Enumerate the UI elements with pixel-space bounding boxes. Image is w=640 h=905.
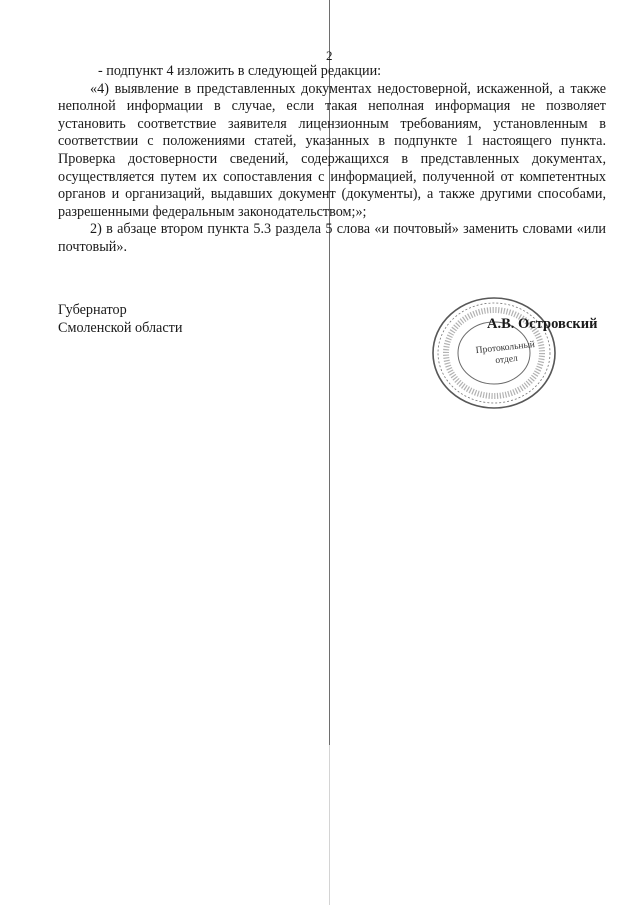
stamp-line2: отдел <box>494 353 519 367</box>
document-body <box>58 63 606 257</box>
signature-title-line2: Смоленской области <box>58 319 183 336</box>
signature-title-line1: Губернатор <box>58 302 127 318</box>
paragraph-item-2: 2) в абзаце втором пункта 5.3 раздела 5 слова «и почтовый» заменить словами «или почтовый». <box>58 221 606 255</box>
scan-fold-line-lower <box>329 745 330 905</box>
signature-title-block <box>58 302 182 337</box>
paragraph-subitem-4-intro: - подпункт 4 изложить в следующей редакции: <box>98 63 382 79</box>
stamp-line1: Протокольный <box>475 339 536 357</box>
paragraph-subitem-4-text: «4) выявление в представленных документах недостоверной, искаженной, а также неполной информации в случае, если такая неполная информация не позволяет установить соответствие заявителя лицензионным требованиям, установленным в соответствии с положениями статей, указанных в подпункте 1 настоящего пункта. Проверка достоверности сведений, содержащихся в представленных документах, осуществляется путем их сопоставления с информацией, полученной от компетентных органов и организаций, выдавших документ (документы), а также другими способами, разрешенными федеральным законодательством;»; <box>58 80 606 220</box>
signer-name: А.В. Островский <box>487 316 598 332</box>
page-number: 2 <box>326 48 333 63</box>
